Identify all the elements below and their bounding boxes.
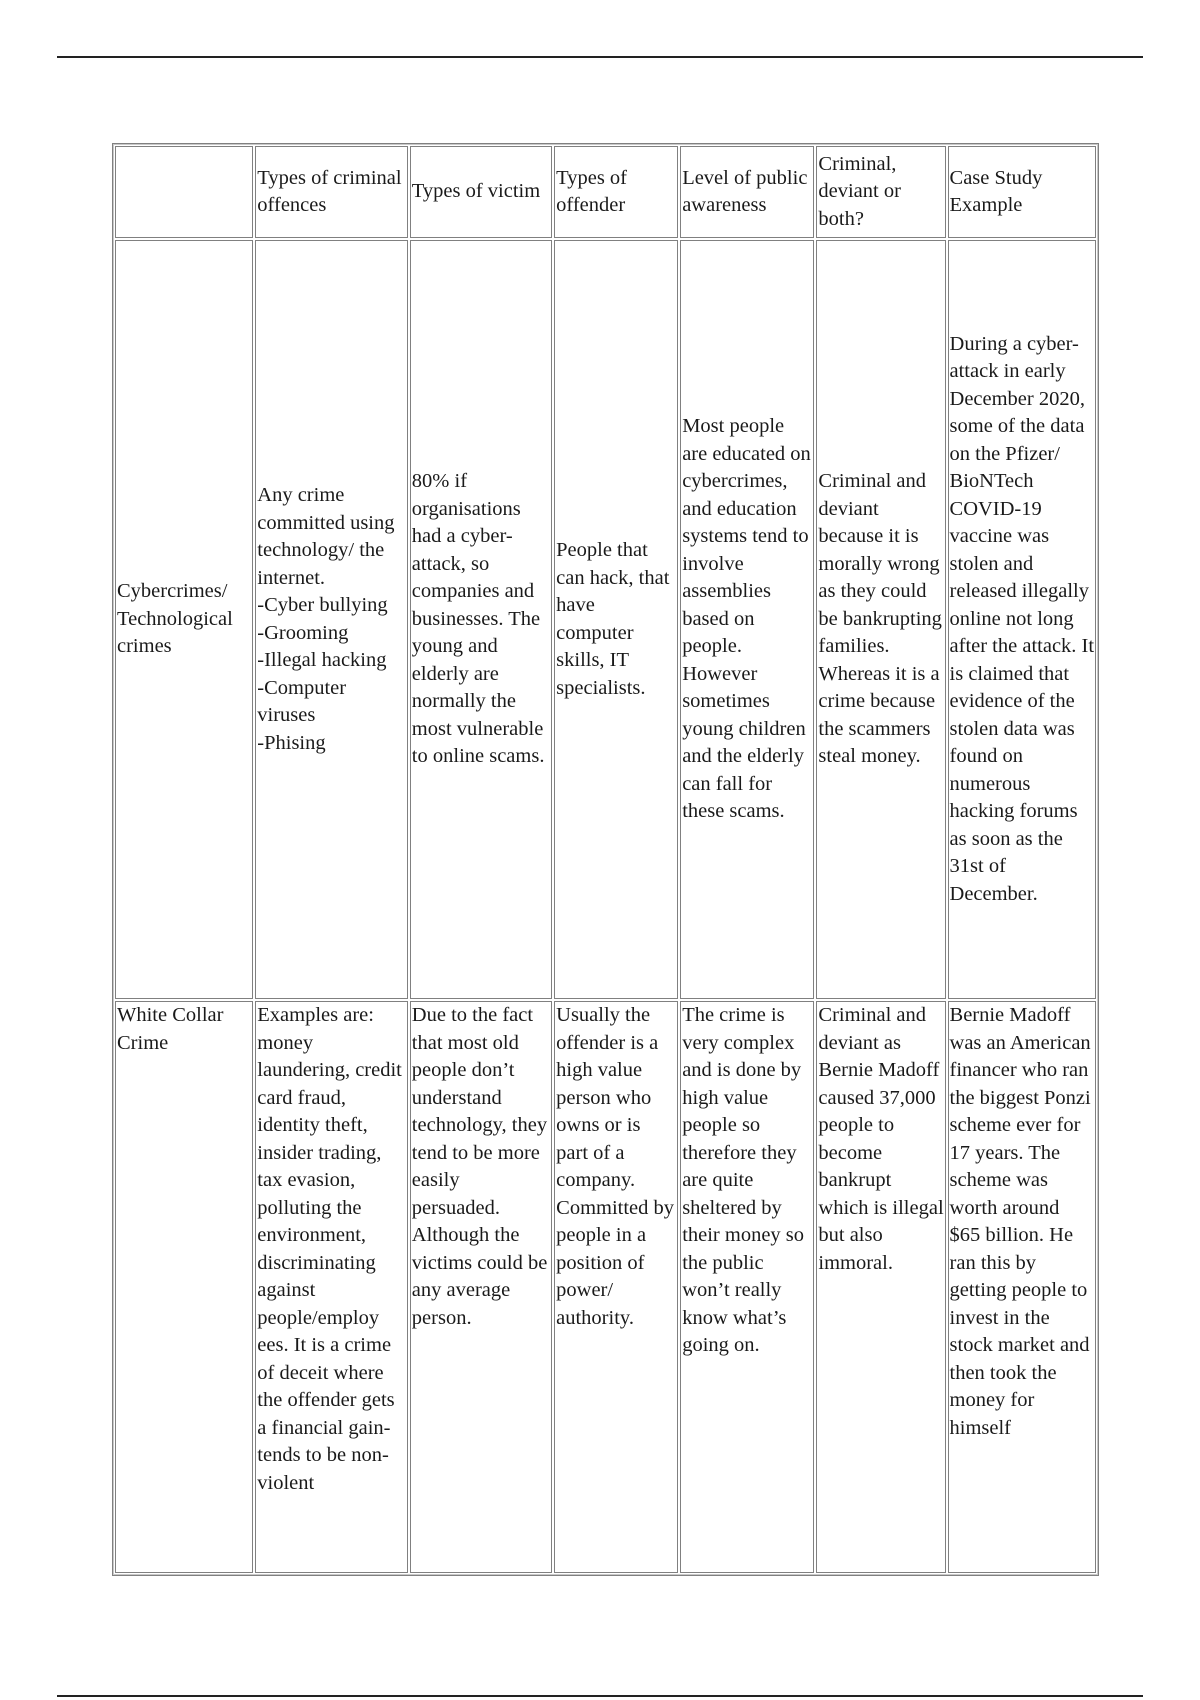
cell-offender: People that can hack, that have computer skills, IT specialists. <box>554 240 678 999</box>
crime-comparison-table <box>112 143 1099 1576</box>
header-types-of-victim: Types of victim <box>410 146 552 238</box>
header-level-of-public-awareness: Level of public awareness <box>680 146 814 238</box>
cell-criminal-deviant: Criminal and deviant as Bernie Madoff caused 37,000 people to become bankrupt which is illegal but also immoral. <box>816 1001 945 1573</box>
cell-public-awareness: Most people are educated on cybercrimes, and education systems tend to involve assemblies based on people. However sometimes young children and the elderly can fall for these scams. <box>680 240 814 999</box>
page-footer-rule <box>57 1695 1143 1697</box>
cell-victim: Due to the fact that most old people don’t understand technology, they tend to be more easily persuaded. Although the victims could be any average person. <box>410 1001 552 1573</box>
cell-crime-type: White Collar Crime <box>115 1001 253 1573</box>
table-header-row <box>115 146 1096 238</box>
cell-crime-type: Cybercrimes/ Technological crimes <box>115 240 253 999</box>
cell-offender: Usually the offender is a high value person who owns or is part of a company. Committed by people in a position of power/ authority. <box>554 1001 678 1573</box>
header-types-of-offender: Types of offender <box>554 146 678 238</box>
cell-criminal-deviant: Criminal and deviant because it is morally wrong as they could be bankrupting families. Whereas it is a crime because the scammers steal money. <box>816 240 945 999</box>
cell-offences: Any crime committed using technology/ the internet. -Cyber bullying -Grooming -Illegal hacking -Computer viruses -Phising <box>255 240 408 999</box>
cell-case-study: Bernie Madoff was an American financer who ran the biggest Ponzi scheme ever for 17 years. The scheme was worth around $65 billion. He ran this by getting people to invest in the stock market and then took the money for himself <box>948 1001 1096 1573</box>
header-cell-blank <box>115 146 253 238</box>
header-case-study-example: Case Study Example <box>948 146 1096 238</box>
cell-victim: 80% if organisations had a cyber-attack, so companies and businesses. The young and elderly are normally the most vulnerable to online scams. <box>410 240 552 999</box>
header-criminal-deviant-or-both: Criminal, deviant or both? <box>816 146 945 238</box>
cell-case-study: During a cyber-attack in early December 2020, some of the data on the Pfizer/ BioNTech COVID-19 vaccine was stolen and released illegally online not long after the attack. It is claimed that evidence of the stolen data was found on numerous hacking forums as soon as the 31st of December. <box>948 240 1096 999</box>
cell-public-awareness: The crime is very complex and is done by high value people so therefore they are quite sheltered by their money so the public won’t really know what’s going on. <box>680 1001 814 1573</box>
header-types-of-criminal-offences: Types of criminal offences <box>255 146 408 238</box>
cell-offences: Examples are: money laundering, credit card fraud, identity theft, insider trading, tax evasion, polluting the environment, discriminating against people/employ ees. It is a crime of deceit where the offender gets a financial gain- tends to be non-violent <box>255 1001 408 1573</box>
table-row-cybercrimes <box>115 240 1096 999</box>
page-header-rule <box>57 56 1143 58</box>
table-row-white-collar-crime <box>115 1001 1096 1573</box>
crime-comparison-table-wrapper <box>112 143 1099 1576</box>
